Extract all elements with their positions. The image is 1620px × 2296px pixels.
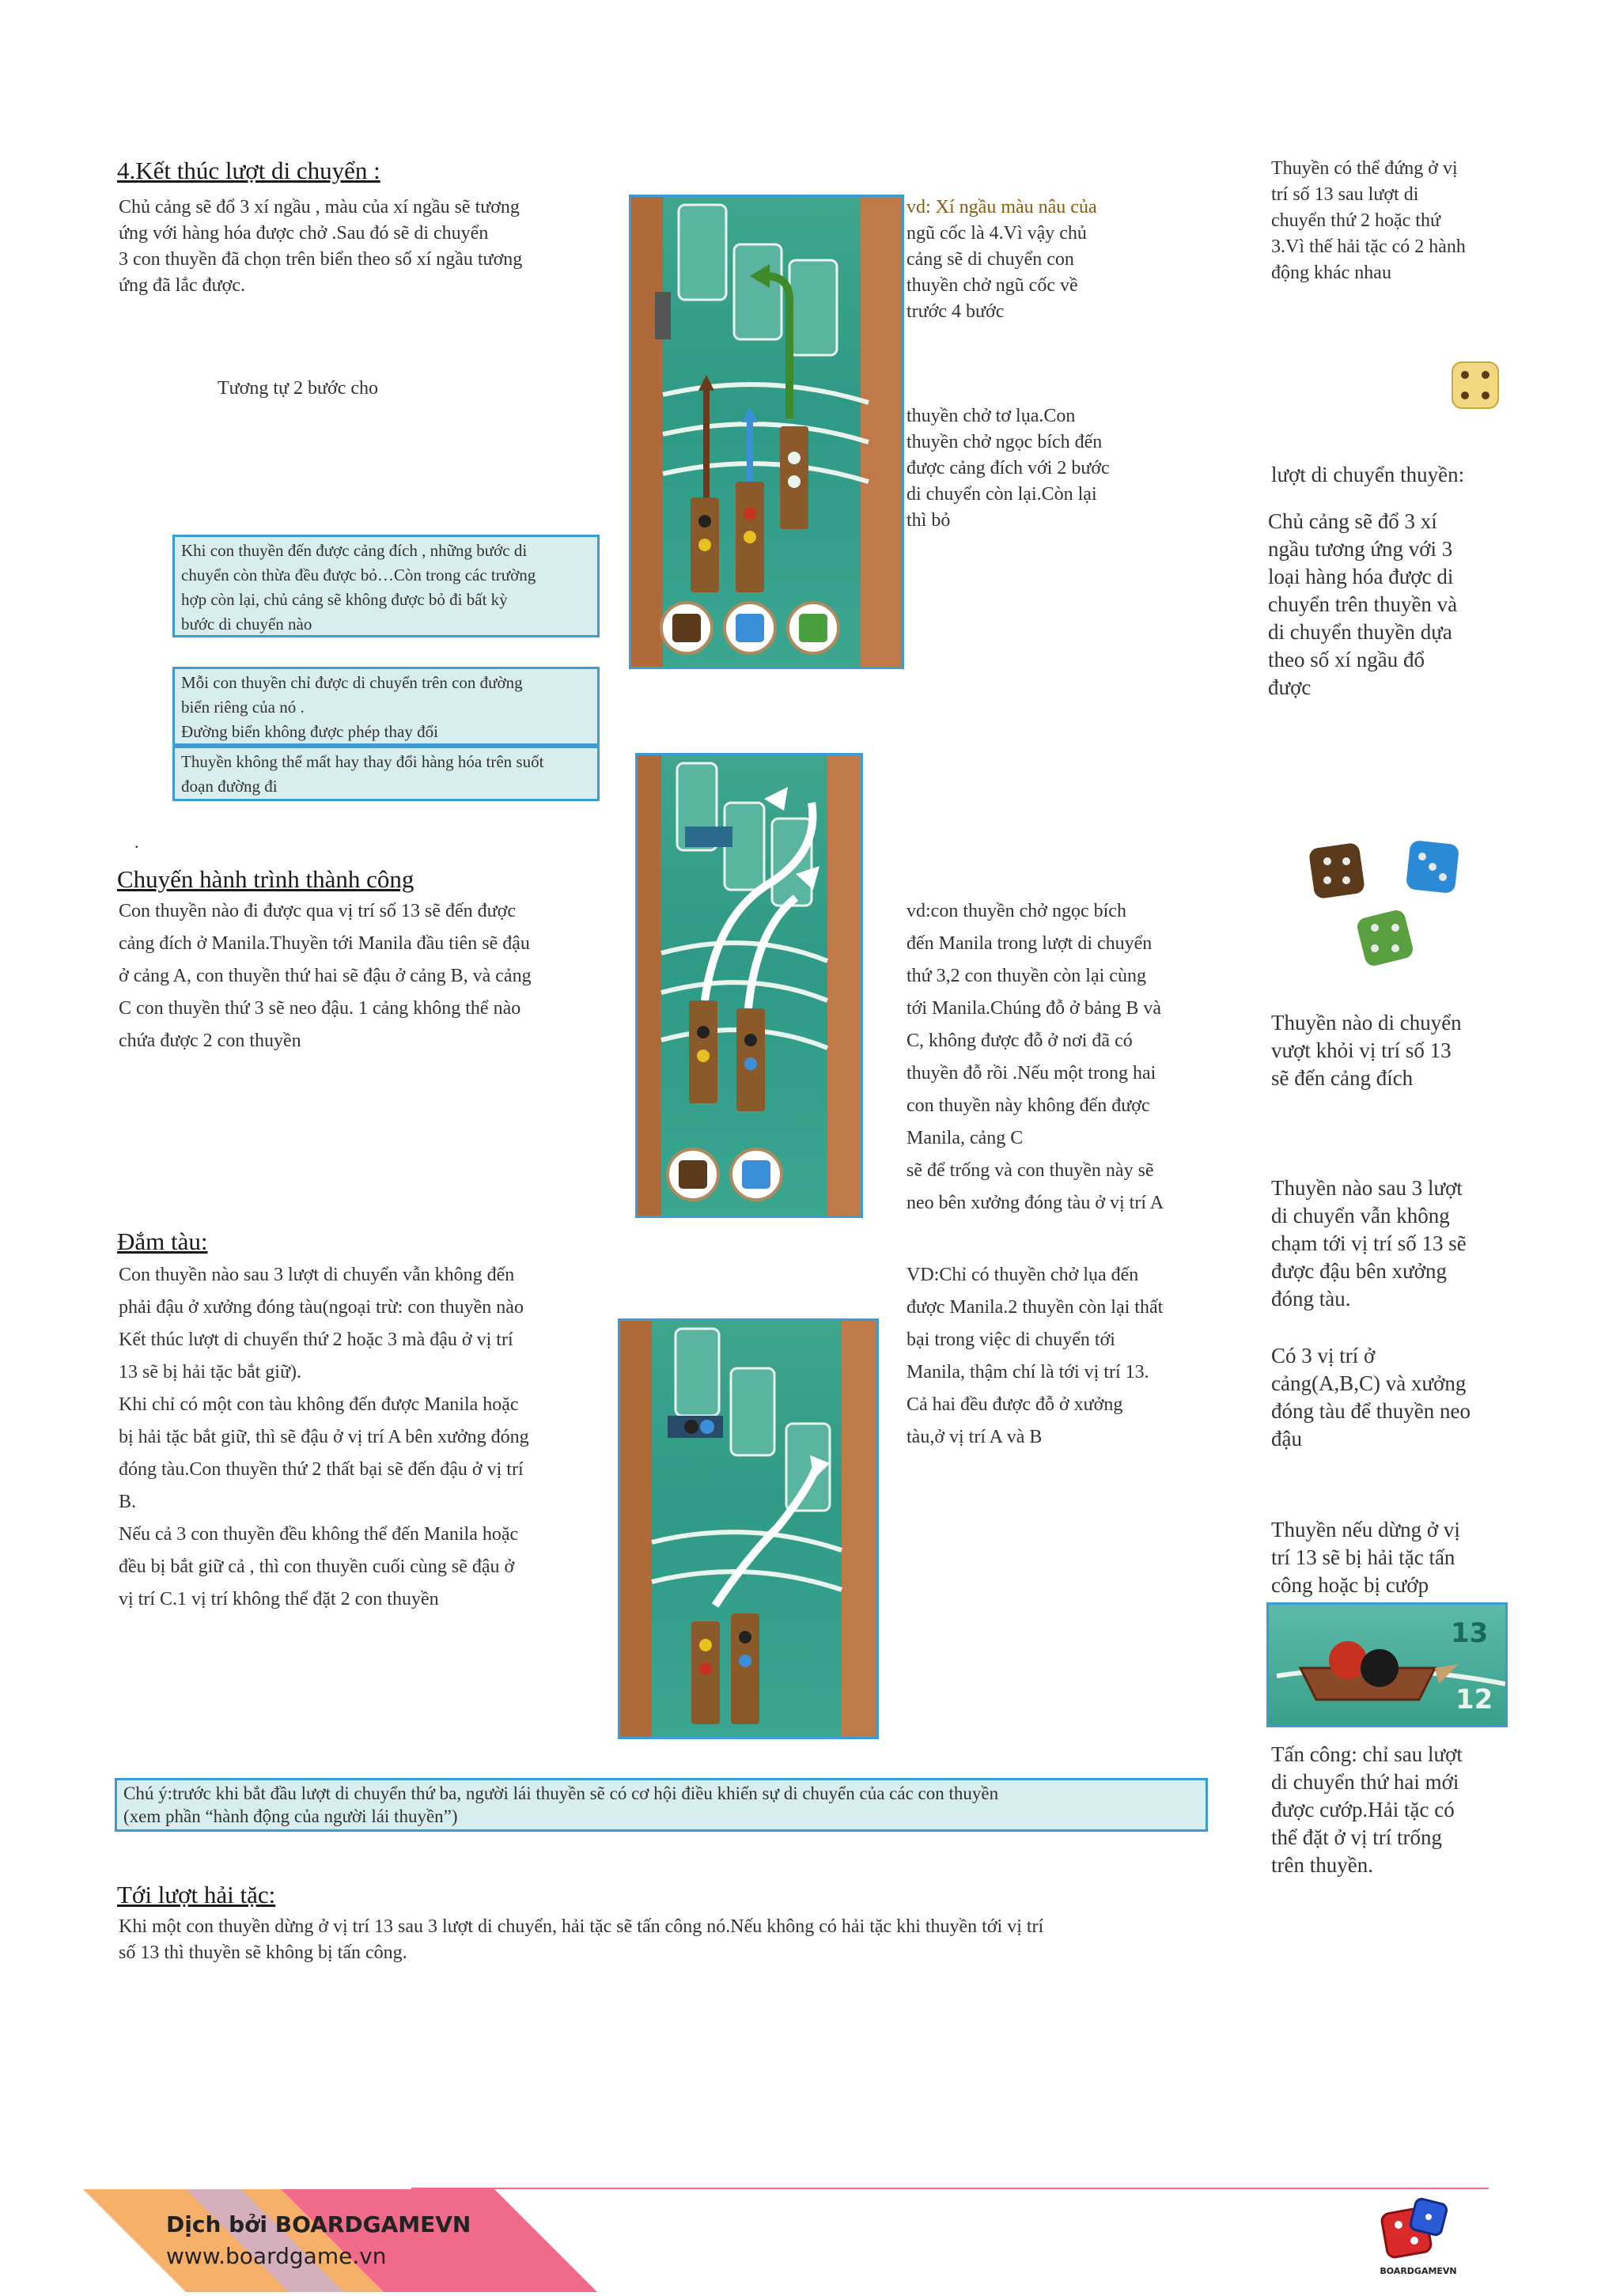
section-body-successful-voyage: Con thuyền nào đi được qua vị trí số 13 sẽ đến được cảng đích ở Manila.Thuyền tới Manila đầu tiên sẽ đậu ở cảng A, con thuyền thứ hai sẽ đậu ở cảng B, và cảng C con thuyền thứ 3 sẽ neo đậu. 1 cảng không thể nào chứa được 2 con thuyền bbox=[119, 901, 532, 1051]
position-12-label: 12 bbox=[1455, 1684, 1493, 1715]
sidebar-shipyard: Thuyền nào sau 3 lượt di chuyển vẫn không chạm tới vị trí số 13 sẽ được đậu bên xưởng đóng tàu. bbox=[1271, 1176, 1467, 1311]
footer-credit: Dịch bởi BOARDGAMEVN bbox=[166, 2211, 471, 2237]
three-dice-icon bbox=[1297, 834, 1479, 977]
example-body-brown-die: ngũ cốc là 4.Vì vậy chủ cảng sẽ di chuyển con thuyền chở ngũ cốc về trước 4 bước bbox=[907, 223, 1087, 322]
board-image-arrival-example bbox=[635, 753, 863, 1218]
sidebar-pirate-timing: Thuyền có thể đứng ở vị trí số 13 sau lượt di chuyển thứ 2 hoặc thứ 3.Vì thế hải tặc có 2 hành động khác nhau bbox=[1271, 158, 1466, 283]
similar-steps-text: Tương tự 2 bước cho bbox=[218, 378, 379, 399]
footer-stripes bbox=[83, 2189, 597, 2292]
sidebar-move-title: lượt di chuyển thuyền: bbox=[1271, 463, 1465, 486]
section-heading-successful-voyage: Chuyến hành trình thành công bbox=[117, 865, 414, 893]
section-body-shipwreck: Con thuyền nào sau 3 lượt di chuyển vẫn không đến phải đậu ở xưởng đóng tàu(ngoại trừ: con thuyền nào Kết thúc lượt di chuyển thứ 2 hoặc 3 mà đậu ở vị trí 13 sẽ bị hải tặc bắt giữ). Khi chỉ có một con tàu không đến được Manila hoặc bị hải tặc bắt giữ, thì sẽ đậu ở vị trí A bên xưởng đóng đóng tàu.Con thuyền thứ 2 thất bại sẽ đến đậu ở vị trí B. Nếu cả 3 con thuyền đều không thể đến Manila hoặc đều bị bắt giữ cả , thì con thuyền cuối cùng sẽ đậu ở vị trí C.1 vị trí không thể đặt 2 con thuyền bbox=[119, 1265, 529, 1609]
footer-url-link[interactable]: www.boardgame.vn bbox=[166, 2243, 387, 2269]
yellow-die-icon bbox=[1448, 357, 1503, 413]
example-arrival: vd:con thuyền chở ngọc bích đến Manila trong lượt di chuyển thứ 3,2 con thuyền còn lại cùng tới Manila.Chúng đỗ ở bảng B và C, không được đỗ ở nơi đã có thuyền đỗ rồi .Nếu một trong hai con thuyền này không đến được Manila, cảng C sẽ để trống và con thuyền này sẽ neo bên xưởng đóng tàu ở vị trí A bbox=[907, 901, 1164, 1213]
position-13-label: 13 bbox=[1451, 1617, 1489, 1649]
example-shipyard: VD:Chỉ có thuyền chở lụa đến được Manila.2 thuyền còn lại thất bại trong việc di chuyển tới Manila, thậm chí là tới vị trí 13. Cả hai đều được đỗ ở xưởng tàu,ở vị trí A và B bbox=[907, 1265, 1164, 1447]
boardgamevn-logo bbox=[1375, 2195, 1462, 2282]
section-body-end-of-move: Chủ cảng sẽ đổ 3 xí ngầu , màu của xí ngầu sẽ tương ứng với hàng hóa được chở .Sau đó sẽ di chuyển 3 con thuyền đã chọn trên biển theo số xí ngầu tương ứng đã lắc được. bbox=[119, 197, 523, 296]
board-image-move-example bbox=[629, 195, 904, 669]
sidebar-reach-port: Thuyền nào di chuyển vượt khỏi vị trí số 13 sẽ đến cảng đích bbox=[1271, 1011, 1462, 1090]
pirate-ship-image bbox=[1266, 1602, 1508, 1727]
section-heading-shipwreck: Đắm tàu: bbox=[117, 1227, 208, 1255]
example-continued: thuyền chở tơ lụa.Con thuyền chở ngọc bích đến được cảng đích với 2 bước di chuyển còn lại.Còn lại thì bỏ bbox=[907, 406, 1110, 531]
note-pilot-action: Chú ý:trước khi bắt đầu lượt di chuyển thứ ba, người lái thuyền sẽ có cơ hội điều khiển sự di chuyển của các con thuyền (xem phần “hành động của người lái thuyền”) bbox=[115, 1778, 1208, 1832]
stray-dot: . bbox=[134, 832, 139, 852]
section-heading-pirates: Tới lượt hải tặc: bbox=[117, 1881, 276, 1908]
sidebar-attack-rule: Tấn công: chỉ sau lượt di chuyển thứ hai mới được cướp.Hải tặc có thể đặt ở vị trí trống trên thuyền. bbox=[1271, 1742, 1463, 1877]
sidebar-move-body: Chủ cảng sẽ đổ 3 xí ngầu tương ứng với 3 loại hàng hóa được di chuyển trên thuyền và di chuyển thuyền dựa theo số xí ngầu đổ được bbox=[1268, 509, 1458, 699]
logo-caption: BOARDGAMEVN bbox=[1380, 2266, 1457, 2276]
note-cargo-unchanged: Thuyền không thể mất hay thay đổi hàng hóa trên suốt đoạn đường đi bbox=[172, 746, 600, 801]
note-own-route: Mỗi con thuyền chỉ được di chuyển trên con đường biển riêng của nó . Đường biển không được phép thay đổi bbox=[172, 667, 600, 746]
section-body-pirates: Khi một con thuyền dừng ở vị trí 13 sau 3 lượt di chuyển, hải tặc sẽ tấn công nó.Nếu không có hải tặc khi thuyền tới vị trí số 13 thì thuyền sẽ không bị tấn công. bbox=[119, 1916, 1044, 1963]
board-image-shipyard-example bbox=[618, 1318, 879, 1739]
note-extra-moves: Khi con thuyền đến được cảng đích , những bước di chuyển còn thừa đều được bỏ…Còn trong các trường hợp còn lại, chủ cảng sẽ không được bỏ đi bất kỳ bước di chuyển nào bbox=[172, 535, 600, 637]
section-heading-end-of-move: 4.Kết thúc lượt di chuyển : bbox=[117, 157, 380, 184]
sidebar-three-spots: Có 3 vị trí ở cảng(A,B,C) và xưởng đóng tàu để thuyền neo đậu bbox=[1271, 1344, 1470, 1451]
sidebar-pirate-attack: Thuyền nếu dừng ở vị trí 13 sẽ bị hải tặc tấn công hoặc bị cướp bbox=[1271, 1518, 1460, 1597]
example-title-brown-die: vd: Xí ngầu màu nâu của bbox=[907, 197, 1097, 217]
